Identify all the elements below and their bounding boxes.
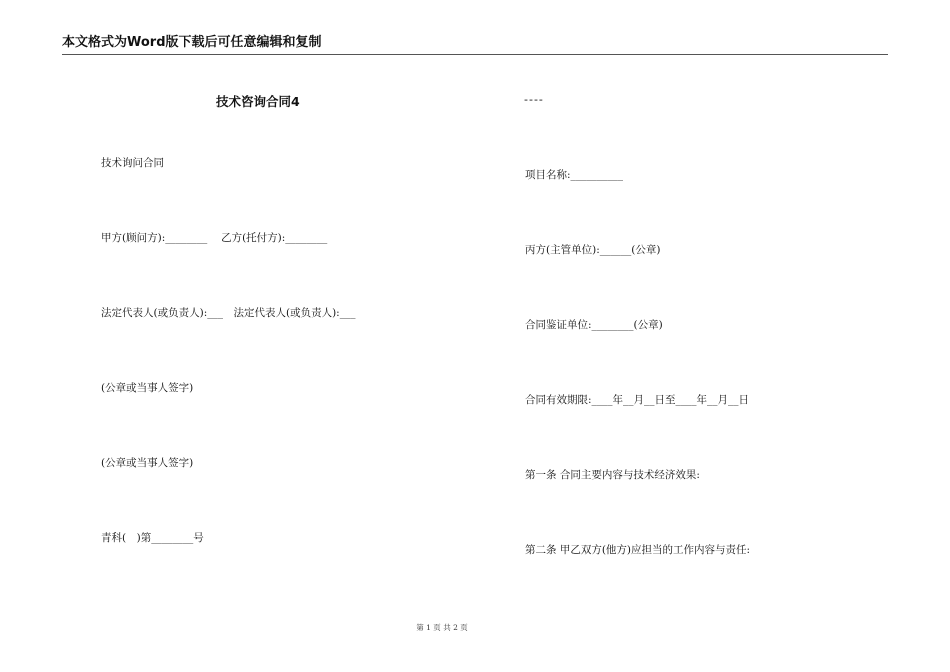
page-header: [62, 36, 888, 55]
article-two-line: 第二条 甲乙双方(他方)应担当的工作内容与责任:: [525, 544, 751, 556]
parties-line: 甲方(顾问方):________ 乙方(托付方):________: [101, 232, 328, 244]
contract-name-line: 技术询问合同: [101, 157, 164, 169]
attestation-unit-line: 合同鉴证单位:________(公章): [525, 319, 663, 331]
validity-period-line: 合同有效期限:____年__月__日至____年__月__日: [525, 394, 750, 406]
document-title: 技术咨询合同4: [216, 94, 300, 109]
seal-signature-line-1: (公章或当事人签字): [101, 382, 194, 394]
legal-representative-line: 法定代表人(或负责人):___ 法定代表人(或负责人):___: [101, 307, 356, 319]
supervising-unit-line: 丙方(主管单位):______(公章): [525, 244, 661, 256]
separator-dashes: ----: [524, 93, 544, 106]
page-number: 第 1 页 共 2 页: [416, 623, 468, 632]
header-text: 本文格式为Word版下载后可任意编辑和复制: [62, 35, 322, 50]
contract-number-line: 青科( )第________号: [101, 532, 204, 544]
article-one-line: 第一条 合同主要内容与技术经济效果:: [525, 469, 700, 481]
project-name-line: 项目名称:__________: [525, 169, 624, 181]
seal-signature-line-2: (公章或当事人签字): [101, 457, 194, 469]
